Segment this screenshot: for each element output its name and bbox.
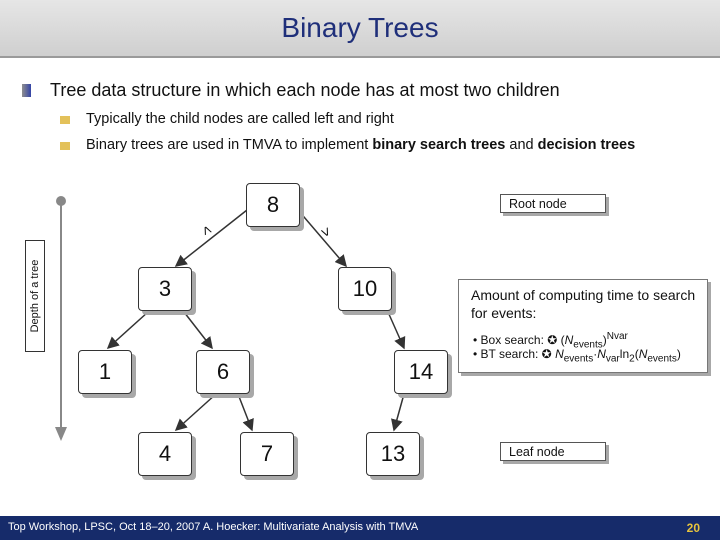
bold-binary-search-trees: binary search trees [372,137,506,153]
tree-node: 10 [338,267,392,311]
tree-node-leaf: 13 [366,432,420,476]
info-title: Amount of computing time to search for events: [471,287,696,321]
depth-label: Depth of a tree [25,240,45,352]
root-node-label: Root node [500,194,606,213]
sub-bullet-text-2: Binary trees are used in TMVA to implement binary search trees and decision trees [86,137,636,153]
tree-node: 3 [138,267,192,311]
footer-bar [0,516,720,540]
bold-decision-trees: decision trees [537,137,636,153]
greater-than-operator: > [315,224,335,241]
slide-title: Binary Trees [281,12,439,43]
footer-text: Top Workshop, LPSC, Oct 18–20, 2007 A. Hoecker: Multivariate Analysis with TMVA [8,521,419,533]
tree-node: 14 [394,350,448,394]
bt-search-line: • BT search: ✪ $N_{events}\cdot N_{var}\ln_2(N_{events})$ [473,347,681,365]
main-bullet-text: Tree data structure in which each node has at most two children [50,80,560,100]
leaf-node-label: Leaf node [500,442,606,461]
tree-node-root: 8 [246,183,300,227]
tree-node-leaf: 7 [240,432,294,476]
page-number: 20 [686,521,700,535]
computing-time-box [458,279,708,373]
tree-node: 6 [196,350,250,394]
sub-bullet-text-1: Typically the child nodes are called left and right [86,111,394,127]
less-than-operator: < [196,222,216,239]
box-search-line: • Box search: ✪ $(N_{events})^{Nvar}$ [473,331,628,351]
tree-node: 1 [78,350,132,394]
tree-node-leaf: 4 [138,432,192,476]
